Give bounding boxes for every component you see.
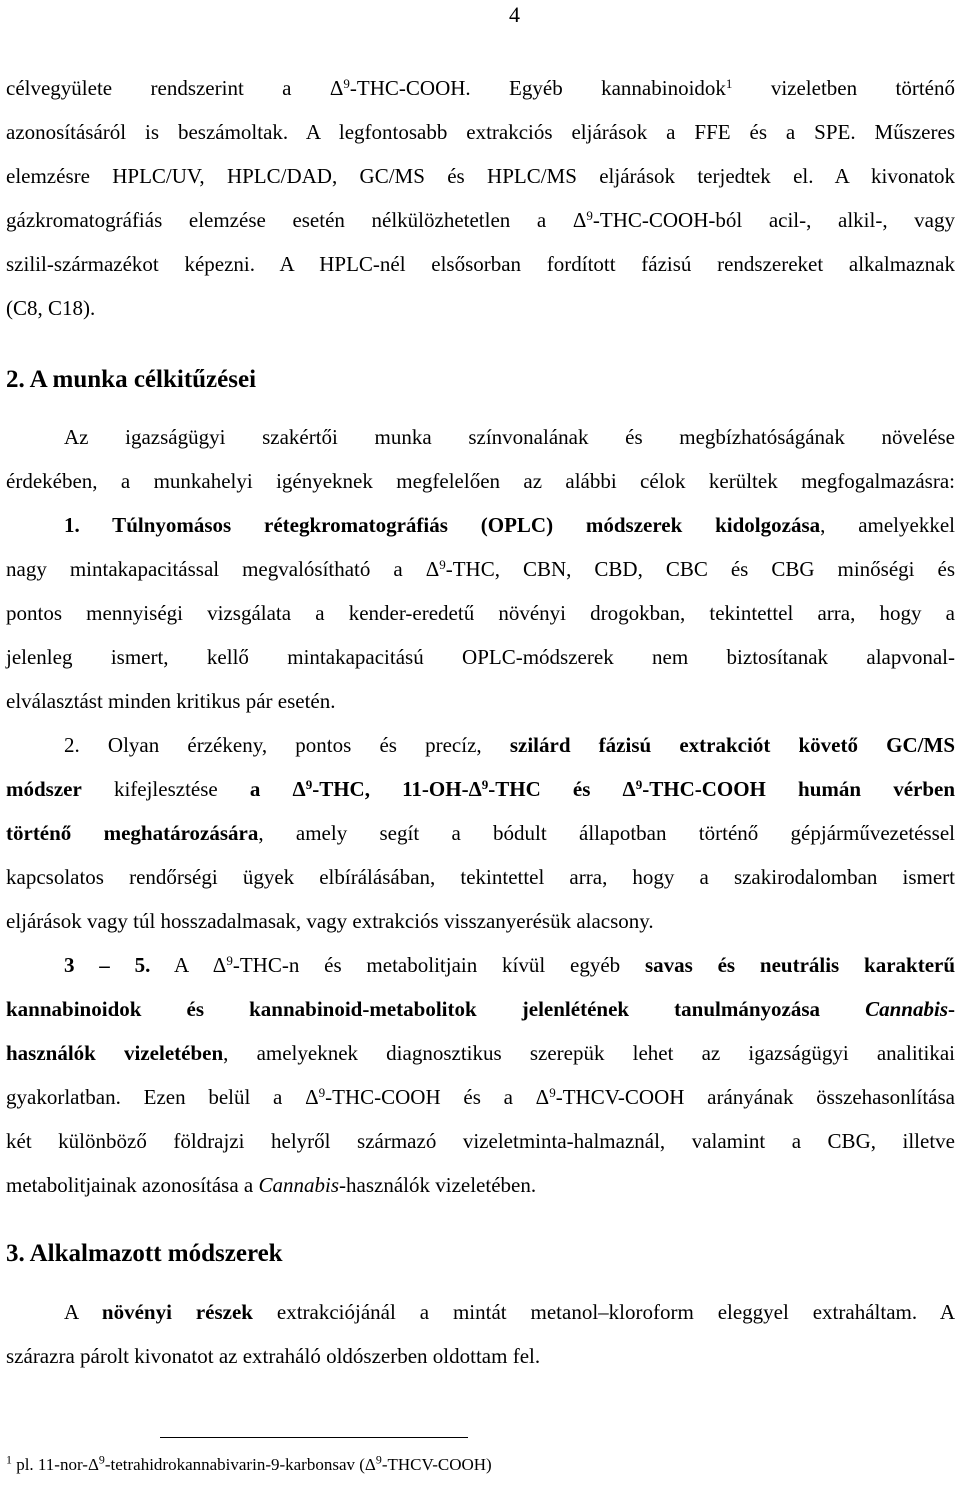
text-line: érdekében, a munkahelyi igényeknek megfelelően az alábbi célok kerültek megfogalmazásra:: [6, 469, 955, 493]
text-line: metabolitjainak azonosítása a Cannabis-használók vizeletében.: [6, 1173, 537, 1197]
text-line: szárazra párolt kivonatot az extraháló oldószerben oldottam fel.: [6, 1344, 541, 1368]
text-line: gyakorlatban. Ezen belül a $\Delta^9-THC$-COOH és a $\Delta^9-THCV$-COOH arányának összehasonlítása: [6, 1084, 955, 1109]
page-number: 4: [509, 2, 520, 27]
text-line: A növényi részek extrakciójánál a mintát metanol–kloroform eleggyel extraháltam. A: [64, 1300, 956, 1324]
text-line: elemzésre HPLC/UV, HPLC/DAD, GC/MS és HPLC/MS eljárások terjedtek el. A kivonatok: [6, 164, 955, 188]
text-line: azonosításáról is beszámoltak. A legfontosabb extrakciós eljárások a FFE és a SPE. Műszeres: [6, 120, 955, 144]
text-line: elválasztást minden kritikus pár esetén.: [6, 689, 336, 713]
section-heading-2: 2. A munka célkitűzései: [6, 366, 257, 393]
text-line: jelenleg ismert, kellő mintakapacitású OPLC-módszerek nem biztosítanak alapvonal-: [6, 645, 955, 669]
goals-paragraph: [6, 415, 955, 503]
text-line: 2. Olyan érzékeny, pontos és precíz, szilárd fázisú extrakciót követő GC/MS: [64, 733, 956, 757]
text-line: 3 – 5. A $\Delta^9-THC-n$ és metabolitjain kívül egyéb savas és neutrális karakterű: [64, 952, 956, 977]
text-line: két különböző földrajzi helyről származó vizeletminta-halmaznál, valamint a CBG, illetve: [6, 1129, 955, 1153]
text-line: pontos mennyiségi vizsgálata a kender-eredetű növényi drogokban, tekintettel arra, hogy a: [6, 601, 955, 625]
goal-item-1: [6, 503, 955, 723]
goal-item-3-5: [6, 943, 955, 1207]
text-line: szilil-származékot képezni. A HPLC-nél elsősorban fordított fázisú rendszereket alkalmaznak: [6, 252, 955, 276]
text-line: módszer kifejlesztése a $\Delta^9$-THC, $11-OH-\Delta^9$-THC és $\Delta^9-THC$-COOH humán vérben: [6, 776, 956, 801]
section-heading-3: 3. Alkalmazott módszerek: [6, 1240, 283, 1267]
footnote-separator: [160, 1437, 468, 1438]
text-line: (C8, C18).: [6, 296, 96, 320]
text-line: eljárások vagy túl hosszadalmasak, vagy extrakciós visszanyerésük alacsony.: [6, 909, 654, 933]
footnote: $^1$ pl. $11-nor-\Delta^9-tetrahidrokannabivarin-9$-karbonsav $(\Delta^9-THCV-COOH)$: [6, 1452, 492, 1474]
text-line: gázkromatográfiás elemzése esetén nélkülözhetetlen a $\Delta^9-THC-COOH$-ból acil-, alkil-, vagy: [6, 207, 956, 232]
text-line: 1. Túlnyomásos rétegkromatográfiás (OPLC) módszerek kidolgozása, amelyekkel: [64, 513, 955, 537]
text-line: célvegyülete rendszerint a $\Delta^9-THC$-COOH. Egyéb kannabinoidok$^1$ vizeletben történő: [6, 75, 955, 100]
text-line: nagy mintakapacitással megvalósítható a $\Delta^9$-THC, CBN, CBD, CBC és CBG minőségi és: [6, 556, 955, 581]
footnote-ref: 1: [725, 75, 733, 91]
text-line: használók vizeletében, amelyeknek diagnosztikus szerepük lehet az igazságügyi analitikai: [6, 1041, 955, 1065]
text-line: Az igazságügyi szakértői munka színvonalának és megbízhatóságának növelése: [64, 425, 955, 449]
text-line: kannabinoidok és kannabinoid-metabolitok jelenlétének tanulmányozása Cannabis-: [6, 997, 955, 1021]
text-line: történő meghatározására, amely segít a bódult állapotban történő gépjárművezetéssel: [6, 821, 955, 845]
text-line: kapcsolatos rendőrségi ügyek elbírálásában, tekintettel arra, hogy a szakirodalomban ismert: [6, 865, 955, 889]
methods-paragraph: [6, 1290, 955, 1378]
intro-paragraph: [6, 66, 955, 330]
goal-item-2: [6, 723, 955, 943]
